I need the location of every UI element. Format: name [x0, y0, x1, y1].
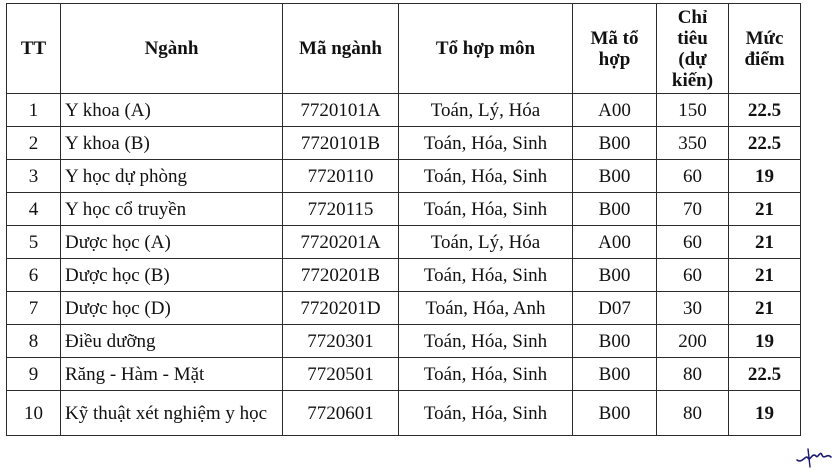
cell-ma-nganh: 7720501 [283, 358, 399, 391]
cell-muc-diem: 19 [729, 391, 801, 436]
table-row [7, 127, 801, 160]
header-to-hop-mon: Tổ hợp môn [399, 4, 573, 94]
cell-ma-to-hop: B00 [573, 193, 657, 226]
cell-nganh: Dược học (B) [61, 259, 283, 292]
table-row [7, 325, 801, 358]
table-row [7, 226, 801, 259]
cell-chi-tieu: 80 [657, 391, 729, 436]
cell-to-hop-mon: Toán, Hóa, Anh [399, 292, 573, 325]
cell-muc-diem: 22.5 [729, 358, 801, 391]
cell-to-hop-mon: Toán, Hóa, Sinh [399, 325, 573, 358]
cell-ma-nganh: 7720110 [283, 160, 399, 193]
header-tt: TT [7, 4, 61, 94]
cell-to-hop-mon: Toán, Hóa, Sinh [399, 259, 573, 292]
cell-tt: 9 [7, 358, 61, 391]
cell-ma-nganh: 7720101B [283, 127, 399, 160]
cell-nganh: Y khoa (B) [61, 127, 283, 160]
table-row [7, 193, 801, 226]
cell-tt: 3 [7, 160, 61, 193]
cell-chi-tieu: 150 [657, 94, 729, 127]
header-ma-to-hop: Mã tổ hợp [573, 4, 657, 94]
cell-ma-to-hop: B00 [573, 358, 657, 391]
cell-ma-to-hop: A00 [573, 226, 657, 259]
cell-ma-nganh: 7720201B [283, 259, 399, 292]
cell-tt: 10 [7, 391, 61, 436]
cell-tt: 6 [7, 259, 61, 292]
cell-muc-diem: 21 [729, 193, 801, 226]
cell-ma-to-hop: B00 [573, 325, 657, 358]
cell-muc-diem: 21 [729, 226, 801, 259]
cell-tt: 7 [7, 292, 61, 325]
cell-ma-nganh: 7720301 [283, 325, 399, 358]
cell-tt: 1 [7, 94, 61, 127]
cell-tt: 2 [7, 127, 61, 160]
cell-tt: 8 [7, 325, 61, 358]
cell-ma-to-hop: B00 [573, 127, 657, 160]
cell-nganh: Dược học (D) [61, 292, 283, 325]
cell-ma-nganh: 7720601 [283, 391, 399, 436]
cell-to-hop-mon: Toán, Hóa, Sinh [399, 193, 573, 226]
cell-ma-nganh: 7720201D [283, 292, 399, 325]
cell-ma-to-hop: B00 [573, 259, 657, 292]
cell-muc-diem: 21 [729, 292, 801, 325]
cell-chi-tieu: 70 [657, 193, 729, 226]
header-nganh: Ngành [61, 4, 283, 94]
cell-muc-diem: 22.5 [729, 127, 801, 160]
cell-chi-tieu: 80 [657, 358, 729, 391]
cell-to-hop-mon: Toán, Hóa, Sinh [399, 160, 573, 193]
table-row [7, 160, 801, 193]
handwritten-initials-mark [794, 446, 834, 470]
header-row [7, 4, 801, 94]
header-muc-diem: Mức điểm [729, 4, 801, 94]
cell-tt: 4 [7, 193, 61, 226]
cell-to-hop-mon: Toán, Hóa, Sinh [399, 391, 573, 436]
table-body [7, 94, 801, 436]
table-row [7, 259, 801, 292]
cell-chi-tieu: 350 [657, 127, 729, 160]
cell-ma-nganh: 7720115 [283, 193, 399, 226]
admission-score-table [6, 3, 801, 436]
cell-chi-tieu: 30 [657, 292, 729, 325]
cell-muc-diem: 22.5 [729, 94, 801, 127]
table-row [7, 94, 801, 127]
cell-ma-to-hop: B00 [573, 160, 657, 193]
cell-muc-diem: 21 [729, 259, 801, 292]
cell-to-hop-mon: Toán, Hóa, Sinh [399, 127, 573, 160]
cell-ma-nganh: 7720101A [283, 94, 399, 127]
cell-chi-tieu: 200 [657, 325, 729, 358]
cell-muc-diem: 19 [729, 160, 801, 193]
cell-nganh: Y học cổ truyền [61, 193, 283, 226]
cell-nganh: Y khoa (A) [61, 94, 283, 127]
table-row [7, 358, 801, 391]
cell-chi-tieu: 60 [657, 259, 729, 292]
cell-muc-diem: 19 [729, 325, 801, 358]
cell-ma-to-hop: B00 [573, 391, 657, 436]
header-ma-nganh: Mã ngành [283, 4, 399, 94]
header-chi-tieu: Chỉ tiêu (dự kiến) [657, 4, 729, 94]
cell-to-hop-mon: Toán, Lý, Hóa [399, 226, 573, 259]
cell-to-hop-mon: Toán, Hóa, Sinh [399, 358, 573, 391]
cell-nganh: Điều dưỡng [61, 325, 283, 358]
cell-ma-to-hop: D07 [573, 292, 657, 325]
cell-nganh: Dược học (A) [61, 226, 283, 259]
cell-chi-tieu: 60 [657, 160, 729, 193]
table-row [7, 391, 801, 436]
cell-ma-nganh: 7720201A [283, 226, 399, 259]
cell-nganh: Kỹ thuật xét nghiệm y học [61, 391, 283, 436]
cell-to-hop-mon: Toán, Lý, Hóa [399, 94, 573, 127]
cell-ma-to-hop: A00 [573, 94, 657, 127]
cell-nganh: Răng - Hàm - Mặt [61, 358, 283, 391]
cell-nganh: Y học dự phòng [61, 160, 283, 193]
cell-chi-tieu: 60 [657, 226, 729, 259]
table-row [7, 292, 801, 325]
cell-tt: 5 [7, 226, 61, 259]
